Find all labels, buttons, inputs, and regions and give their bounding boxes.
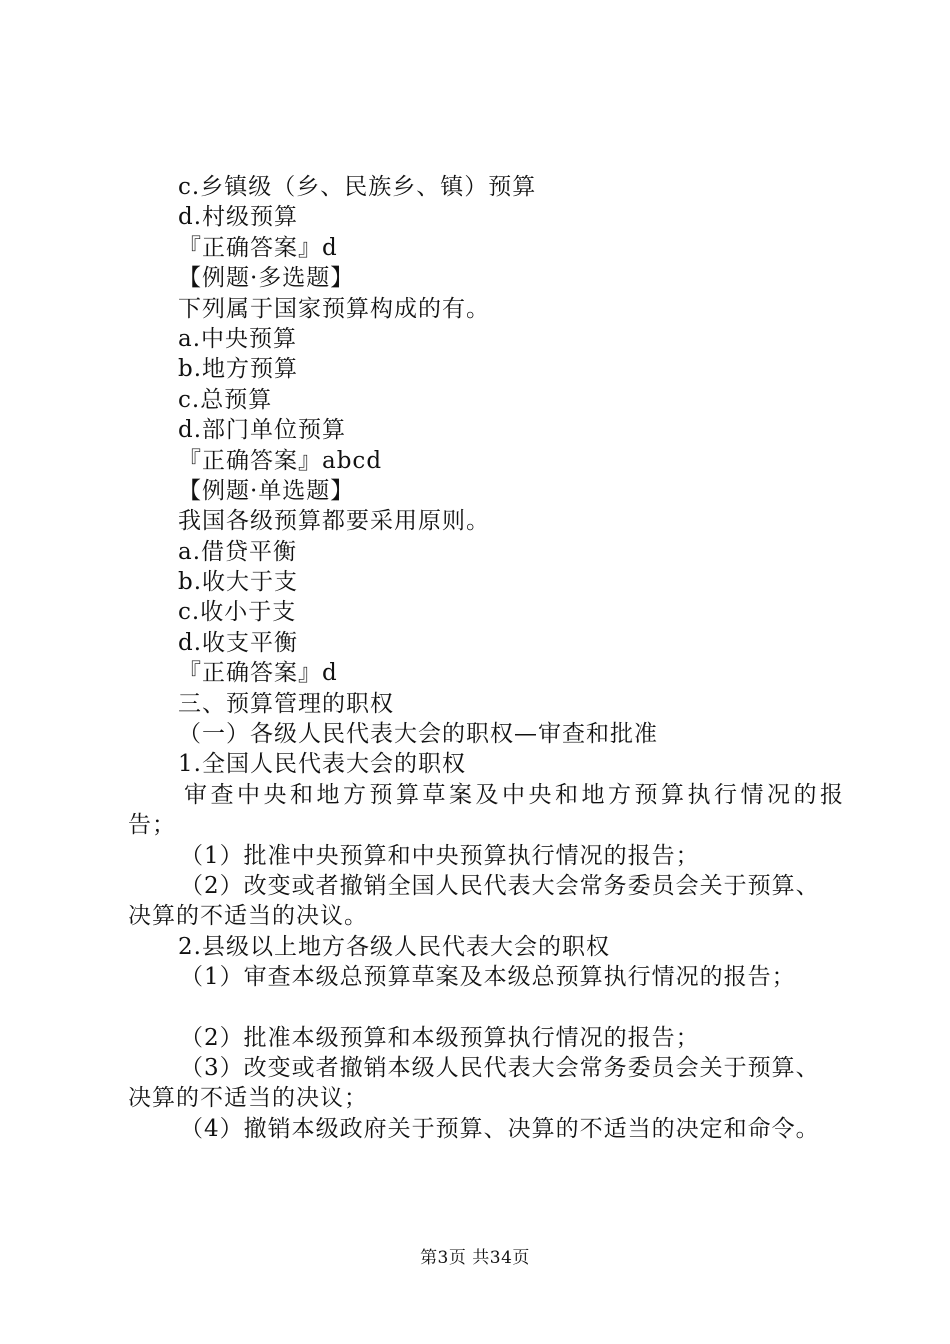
answer-line: 『正确答案』abcd [178,447,383,474]
option-line: c.总预算 [178,386,273,413]
list-item: （4）撤销本级政府关于预算、决算的不适当的决定和命令。 [180,1115,820,1142]
section-heading: 三、预算管理的职权 [178,690,394,717]
option-line: a.中央预算 [178,325,298,352]
question-text: 下列属于国家预算构成的有。 [178,295,490,322]
question-type-heading: 【例题·多选题】 [178,265,355,292]
question-text: 我国各级预算都要采用原则。 [178,508,490,535]
option-line: c.收小于支 [178,599,297,626]
question-type-heading: 【例题·单选题】 [178,477,355,504]
subsection-heading: （一）各级人民代表大会的职权—审查和批准 [178,721,658,748]
list-item: （2）改变或者撤销全国人民代表大会常务委员会关于预算、 [180,872,820,899]
list-item: （1）批准中央预算和中央预算执行情况的报告； [180,842,700,869]
answer-line: 『正确答案』d [178,660,338,687]
option-line: c.乡镇级（乡、民族乡、镇）预算 [178,174,537,200]
list-item-continuation: 决算的不适当的决议。 [128,903,368,930]
option-line: d.部门单位预算 [178,417,347,444]
answer-line: 『正确答案』d [178,234,338,261]
option-line: d.收支平衡 [178,629,299,656]
option-line: d.村级预算 [178,204,299,231]
page-number-footer: 第3页 共34页 [420,1248,530,1268]
paragraph-line: 审查中央和地方预算草案及中央和地方预算执行情况的报 [184,781,847,808]
paragraph-continuation: 告； [128,812,176,839]
subsection-heading: 1.全国人民代表大会的职权 [178,751,466,778]
list-item-continuation: 决算的不适当的决议； [128,1085,368,1112]
document-body [128,172,860,1144]
list-item: （3）改变或者撤销本级人民代表大会常务委员会关于预算、 [180,1054,820,1081]
subsection-heading: 2.县级以上地方各级人民代表大会的职权 [178,933,610,960]
blank-line [128,993,860,1023]
option-line: b.地方预算 [178,356,299,383]
list-item: （1）审查本级总预算草案及本级总预算执行情况的报告； [180,964,796,991]
list-item: （2）批准本级预算和本级预算执行情况的报告； [180,1024,700,1051]
option-line: a.借贷平衡 [178,538,298,565]
option-line: b.收大于支 [178,569,299,596]
